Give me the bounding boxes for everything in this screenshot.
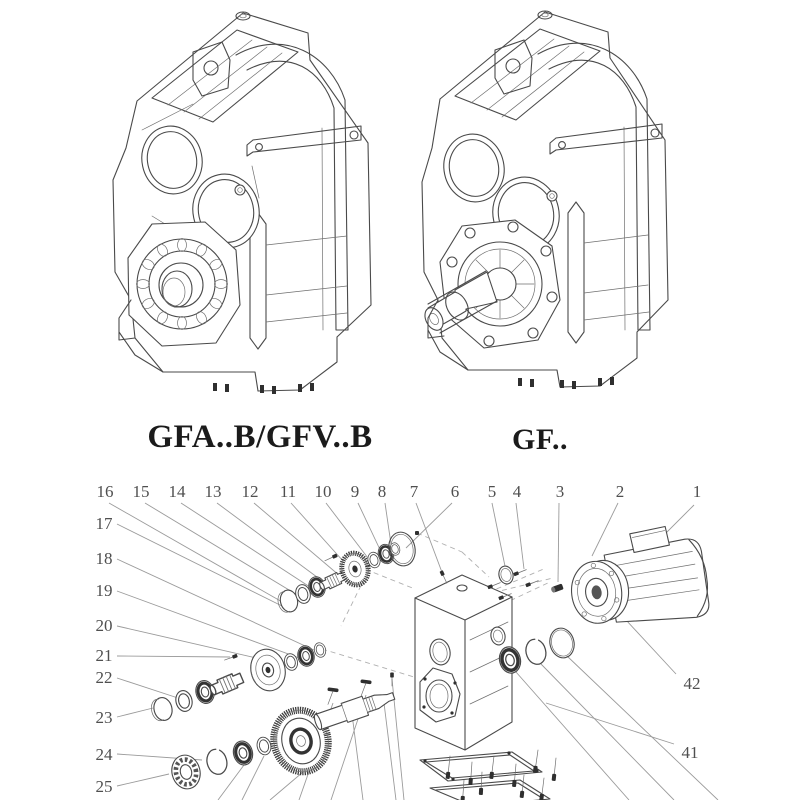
end-cap <box>149 696 174 723</box>
callout-13: 13 <box>204 482 222 501</box>
lifting-ear <box>495 40 532 94</box>
set-bolt <box>324 553 338 562</box>
input-shaft-parts-row <box>276 542 401 615</box>
bearing <box>231 739 255 767</box>
seal-ring <box>174 689 195 713</box>
washer <box>255 736 273 757</box>
shaft-key <box>358 679 371 697</box>
figure-gfab-gfvb-drawing <box>113 12 371 394</box>
callout-42: 42 <box>683 674 701 693</box>
callout-21: 21 <box>95 646 113 665</box>
retaining-ring <box>313 642 327 659</box>
side-ribs <box>584 235 649 320</box>
snap-ring <box>523 637 548 666</box>
callout-2: 2 <box>615 482 625 501</box>
o-ring <box>547 626 578 661</box>
callout-18: 18 <box>95 549 113 568</box>
callout-41: 41 <box>681 743 699 762</box>
callout-23: 23 <box>95 708 113 727</box>
figure-gf-drawing <box>421 11 668 389</box>
output-flange <box>440 220 560 348</box>
exploded-view <box>96 482 719 800</box>
model-label-right: GF.. <box>512 423 568 456</box>
callout-14: 14 <box>168 482 186 501</box>
callout-7: 7 <box>409 482 419 501</box>
oil-pan <box>430 780 550 800</box>
arch-rib <box>236 44 348 330</box>
callout-10: 10 <box>314 482 332 501</box>
mount-strap <box>247 126 361 156</box>
gear-disc <box>246 646 289 695</box>
vertical-rib <box>568 202 584 343</box>
callout-8: 8 <box>377 482 387 501</box>
callout-20: 20 <box>95 616 113 635</box>
side-bolt <box>547 191 557 201</box>
set-bolt <box>224 654 238 662</box>
callout-12: 12 <box>241 482 259 501</box>
callout-5: 5 <box>487 482 497 501</box>
output-shaft <box>312 686 397 732</box>
set-bolt <box>390 673 394 687</box>
snap-ring <box>204 747 229 776</box>
exploded-housing <box>415 575 512 750</box>
input-bore <box>136 121 209 200</box>
callout-22: 22 <box>95 668 113 687</box>
shim-ring <box>497 565 515 586</box>
callout-16: 16 <box>96 482 114 501</box>
callouts-left-column <box>96 514 114 796</box>
callout-3: 3 <box>555 482 565 501</box>
cooling-fins <box>455 29 600 120</box>
callout-11: 11 <box>279 482 297 501</box>
bearing <box>296 644 317 668</box>
pan-bolts <box>446 750 558 800</box>
bolt-head <box>415 531 419 535</box>
callout-1: 1 <box>692 482 702 501</box>
pinion-shaft <box>208 671 245 698</box>
motor <box>565 522 712 632</box>
shaft-key <box>325 687 338 705</box>
callout-4: 4 <box>512 482 522 501</box>
callout-19: 19 <box>95 581 113 600</box>
output-flange <box>128 222 240 346</box>
callouts-right-column <box>682 674 701 762</box>
mount-strap <box>550 124 662 154</box>
side-bolt <box>235 185 245 195</box>
callout-6: 6 <box>450 482 460 501</box>
motor-key <box>550 583 563 593</box>
callout-24: 24 <box>95 745 113 764</box>
callout-25: 25 <box>95 777 113 796</box>
callout-15: 15 <box>132 482 150 501</box>
model-label-left: GFA..B/GFV..B <box>147 419 373 455</box>
callout-17: 17 <box>95 514 113 533</box>
callouts-top-row <box>97 482 702 501</box>
callout-9: 9 <box>350 482 360 501</box>
